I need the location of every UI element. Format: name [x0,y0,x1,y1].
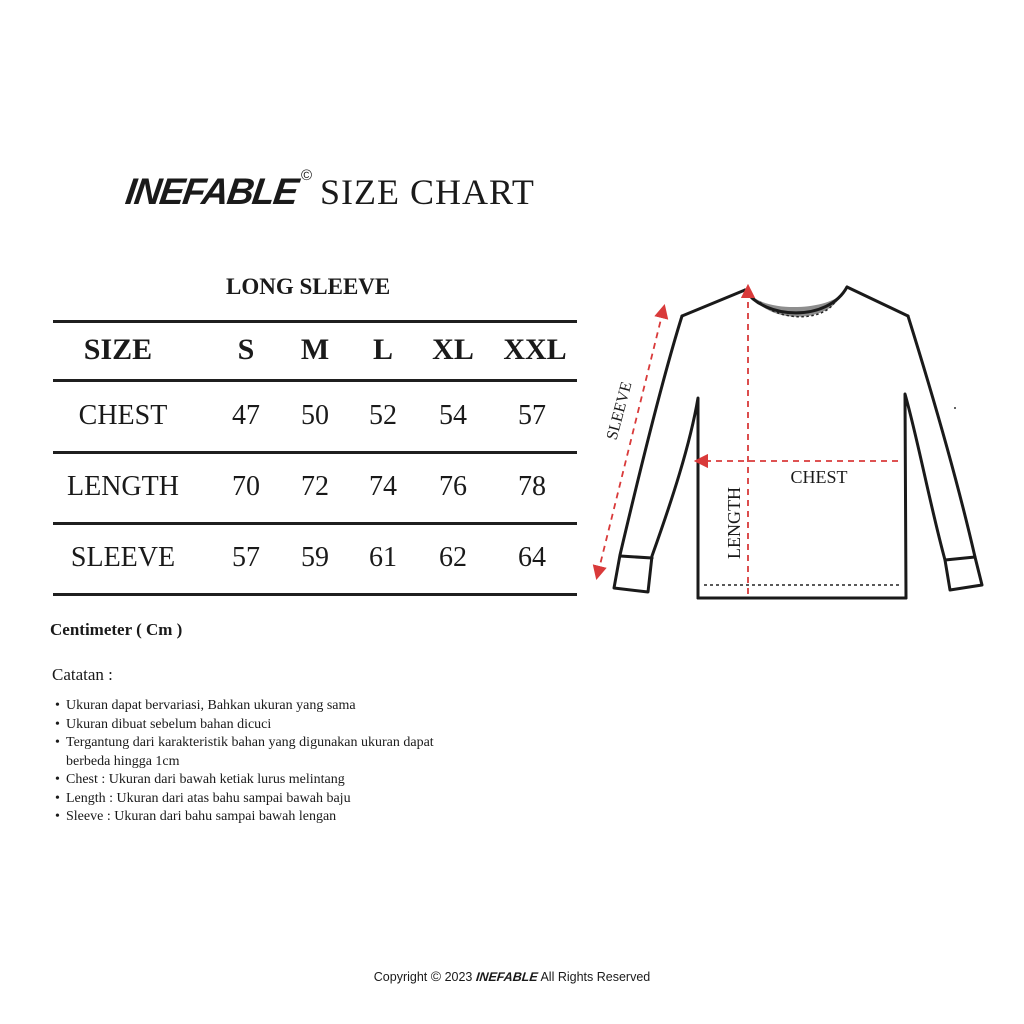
table-cell: 54 [439,400,467,431]
list-item-continuation: berbeda hingga 1cm [66,753,180,769]
bullet-icon: • [55,809,60,824]
brand-logo: INEFABLE [123,171,300,212]
unit-note: Centimeter ( Cm ) [50,620,183,639]
chest-label: CHEST [790,467,848,487]
footer [0,968,1024,984]
table-cell: 72 [301,471,329,502]
table-cell: 57 [232,542,260,573]
table-corner-label: SIZE [83,333,153,366]
bullet-icon: • [55,735,60,750]
table-cell: 57 [518,400,546,431]
row-label: SLEEVE [70,542,176,573]
measurement-guides [598,291,898,598]
footer-suffix: All Rights Reserved [540,970,651,984]
copyright-icon: © [430,968,442,984]
bullet-icon: • [55,790,60,806]
table-cell: 59 [301,542,329,573]
list-item: • Ukuran dapat bervariasi, Bahkan ukuran yang sama [55,697,434,716]
size-header: L [372,333,393,366]
list-item: • Chest : Ukuran dari bawah ketiak lurus melintang [55,771,434,790]
table-title: LONG SLEEVE [226,274,391,299]
table-cell: 62 [439,542,467,573]
page-title: SIZE CHART [320,172,535,212]
list-item: • Sleeve : Ukuran dari bahu sampai bawah lengan [55,808,434,827]
row-label: CHEST [78,400,168,431]
size-header: M [300,333,330,366]
table-cell: 76 [439,471,467,502]
table-cell: 74 [369,471,397,502]
table-cell: 47 [232,400,260,431]
list-item: • Ukuran dibuat sebelum bahan dicuci [55,716,434,735]
list-item: • Length : Ukuran dari atas bahu sampai bawah baju [55,790,434,809]
length-label: LENGTH [724,487,744,559]
table-cell: 70 [232,471,260,502]
footer-year: 2023 [444,970,473,984]
table-cell: 61 [369,542,397,573]
bullet-icon: • [55,716,60,732]
bullet-icon: • [55,698,60,713]
detail-dot [954,407,956,409]
size-header: S [237,333,255,366]
table-cell: 64 [518,542,546,573]
table-cell: 52 [369,400,397,431]
footer-brand: INEFABLE [475,970,539,984]
footer-prefix: Copyright [373,970,428,984]
size-header: XXL [503,333,567,366]
bullet-icon: • [55,772,60,787]
notes-title: Catatan : [52,665,113,684]
copyright-mark-icon: © [300,167,313,184]
shirt-outline [614,287,982,598]
row-label: LENGTH [67,471,179,502]
table-cell: 78 [518,471,546,502]
size-header: XL [432,333,474,366]
sleeve-arrow [598,311,663,573]
list-item: • Tergantung dari karakteristik bahan yang digunakan ukuran dapat [55,734,434,753]
table-cell: 50 [301,400,329,431]
sleeve-label: SLEEVE [603,379,636,442]
